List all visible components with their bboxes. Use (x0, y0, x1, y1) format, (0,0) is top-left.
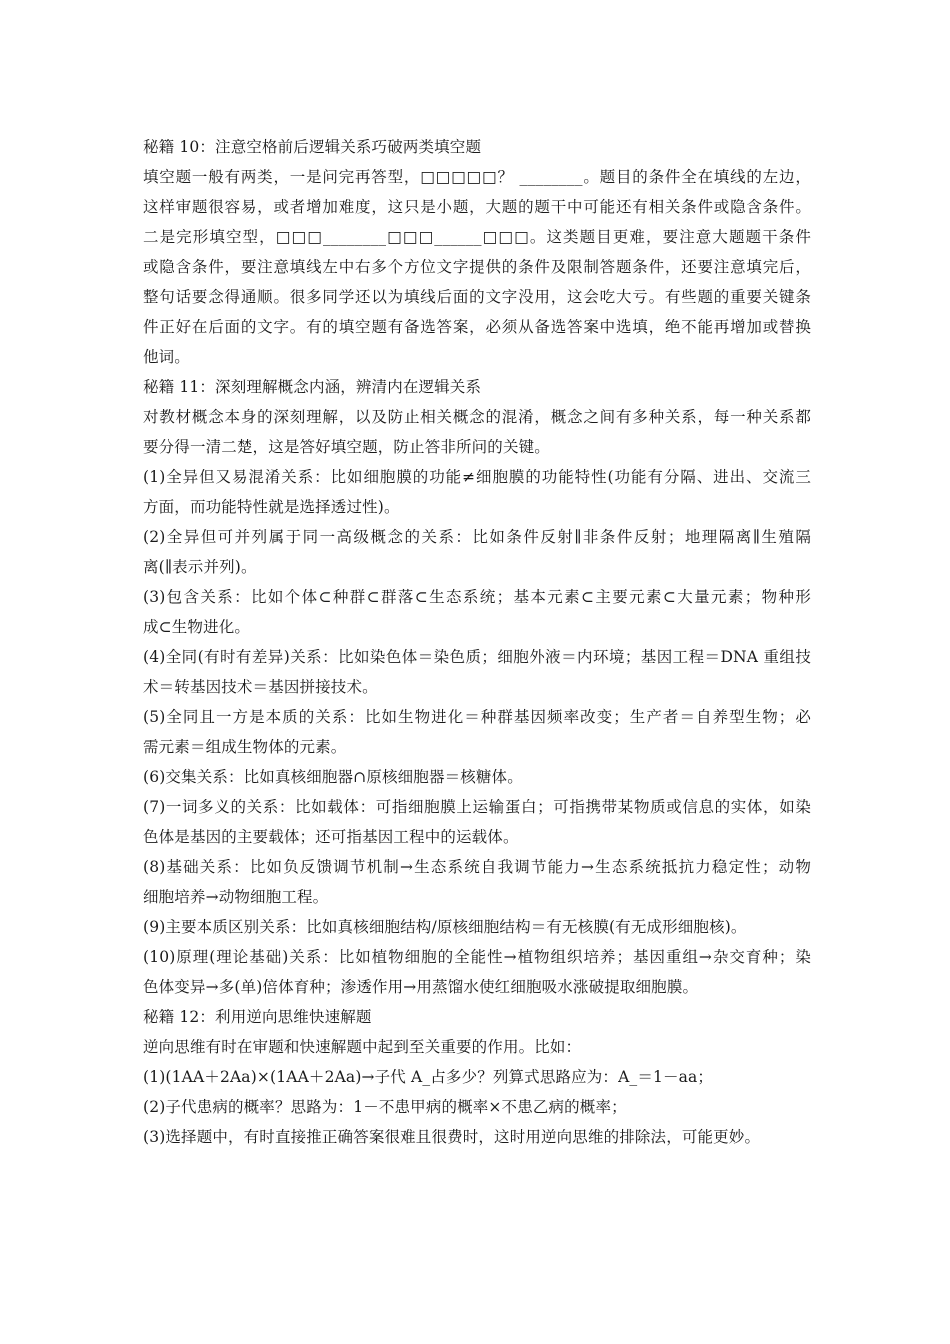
text-line: 色体变异→多(单)倍体育种；渗透作用→用蒸馏水使红细胞吸水涨破提取细胞膜。 (143, 978, 699, 996)
text-line: (4)全同(有时有差异)关系：比如染色体＝染色质；细胞外液＝内环境；基因工程＝DNA 重组技 (143, 648, 811, 666)
text-line: 需元素＝组成生物体的元素。 (143, 738, 347, 756)
text-line: 要分得一清二楚，这是答好填空题，防止答非所问的关键。 (143, 438, 550, 456)
text-line: (3)选择题中，有时直接推正确答案很难且很费时，这时用逆向思维的排除法，可能更妙。 (143, 1128, 761, 1146)
section-heading: 秘籍 11：深刻理解概念内涵，辨清内在逻辑关系 (143, 378, 482, 396)
text-line: 他词。 (143, 348, 190, 366)
document-page (143, 132, 811, 1152)
text-line: 逆向思维有时在审题和快速解题中起到至关重要的作用。比如： (143, 1038, 582, 1056)
text-line: 方面，而功能特性就是选择透过性)。 (143, 498, 400, 516)
text-line: (2)全异但可并列属于同一高级概念的关系：比如条件反射∥非条件反射；地理隔离∥生殖隔 (143, 528, 811, 546)
text-line: (9)主要本质区别关系：比如真核细胞结构/原核细胞结构＝有无核膜(有无成形细胞核)。 (143, 918, 747, 936)
text-line: 色体是基因的主要载体；还可指基因工程中的运载体。 (143, 828, 519, 846)
text-line: (8)基础关系：比如负反馈调节机制→生态系统自我调节能力→生态系统抵抗力稳定性；动物 (143, 858, 811, 876)
text-line: 填空题一般有两类，一是问完再答型，□□□□□？ ________。题目的条件全在填线的左边， (143, 168, 811, 186)
section-heading: 秘籍 10：注意空格前后逻辑关系巧破两类填空题 (143, 138, 482, 156)
text-line: (5)全同且一方是本质的关系：比如生物进化＝种群基因频率改变；生产者＝自养型生物；必 (143, 708, 811, 726)
text-line: (2)子代患病的概率？思路为：1－不患甲病的概率×不患乙病的概率； (143, 1098, 627, 1116)
text-line: 整句话要念得通顺。很多同学还以为填线后面的文字没用，这会吃大亏。有些题的重要关键条 (143, 288, 811, 306)
text-line: 离(∥表示并列)。 (143, 558, 257, 576)
text-line: (1)(1AA＋2Aa)×(1AA＋2Aa)→子代 A_占多少？列算式思路应为：A_＝1－aa； (143, 1068, 714, 1086)
text-line: (10)原理(理论基础)关系：比如植物细胞的全能性→植物组织培养；基因重组→杂交育种；染 (143, 948, 811, 966)
text-line: 件正好在后面的文字。有的填空题有备选答案，必须从备选答案中选填，绝不能再增加或替换 (143, 318, 811, 336)
text-line: 术＝转基因技术＝基因拼接技术。 (143, 678, 378, 696)
text-line: (1)全异但又易混淆关系：比如细胞膜的功能≠细胞膜的功能特性(功能有分隔、进出、交流三 (143, 468, 811, 486)
text-line: 成⊂生物进化。 (143, 618, 251, 636)
text-line: (6)交集关系：比如真核细胞器∩原核细胞器＝核糖体。 (143, 768, 523, 786)
text-line: 细胞培养→动物细胞工程。 (143, 888, 329, 906)
text-line: (3)包含关系：比如个体⊂种群⊂群落⊂生态系统；基本元素⊂主要元素⊂大量元素；物种形 (143, 588, 811, 606)
text-line: 二是完形填空型，□□□________□□□______□□□。这类题目更难，要注意大题题干条件 (143, 228, 811, 246)
text-line: 或隐含条件，要注意填线左中右多个方位文字提供的条件及限制答题条件，还要注意填完后， (143, 258, 811, 276)
section-heading: 秘籍 12：利用逆向思维快速解题 (143, 1008, 372, 1026)
text-line: 对教材概念本身的深刻理解，以及防止相关概念的混淆，概念之间有多种关系，每一种关系都 (143, 408, 811, 426)
text-line: (7)一词多义的关系：比如载体：可指细胞膜上运输蛋白；可指携带某物质或信息的实体，如染 (143, 798, 811, 816)
text-line: 这样审题很容易，或者增加难度，这只是小题，大题的题干中可能还有相关条件或隐含条件。 (143, 198, 811, 216)
